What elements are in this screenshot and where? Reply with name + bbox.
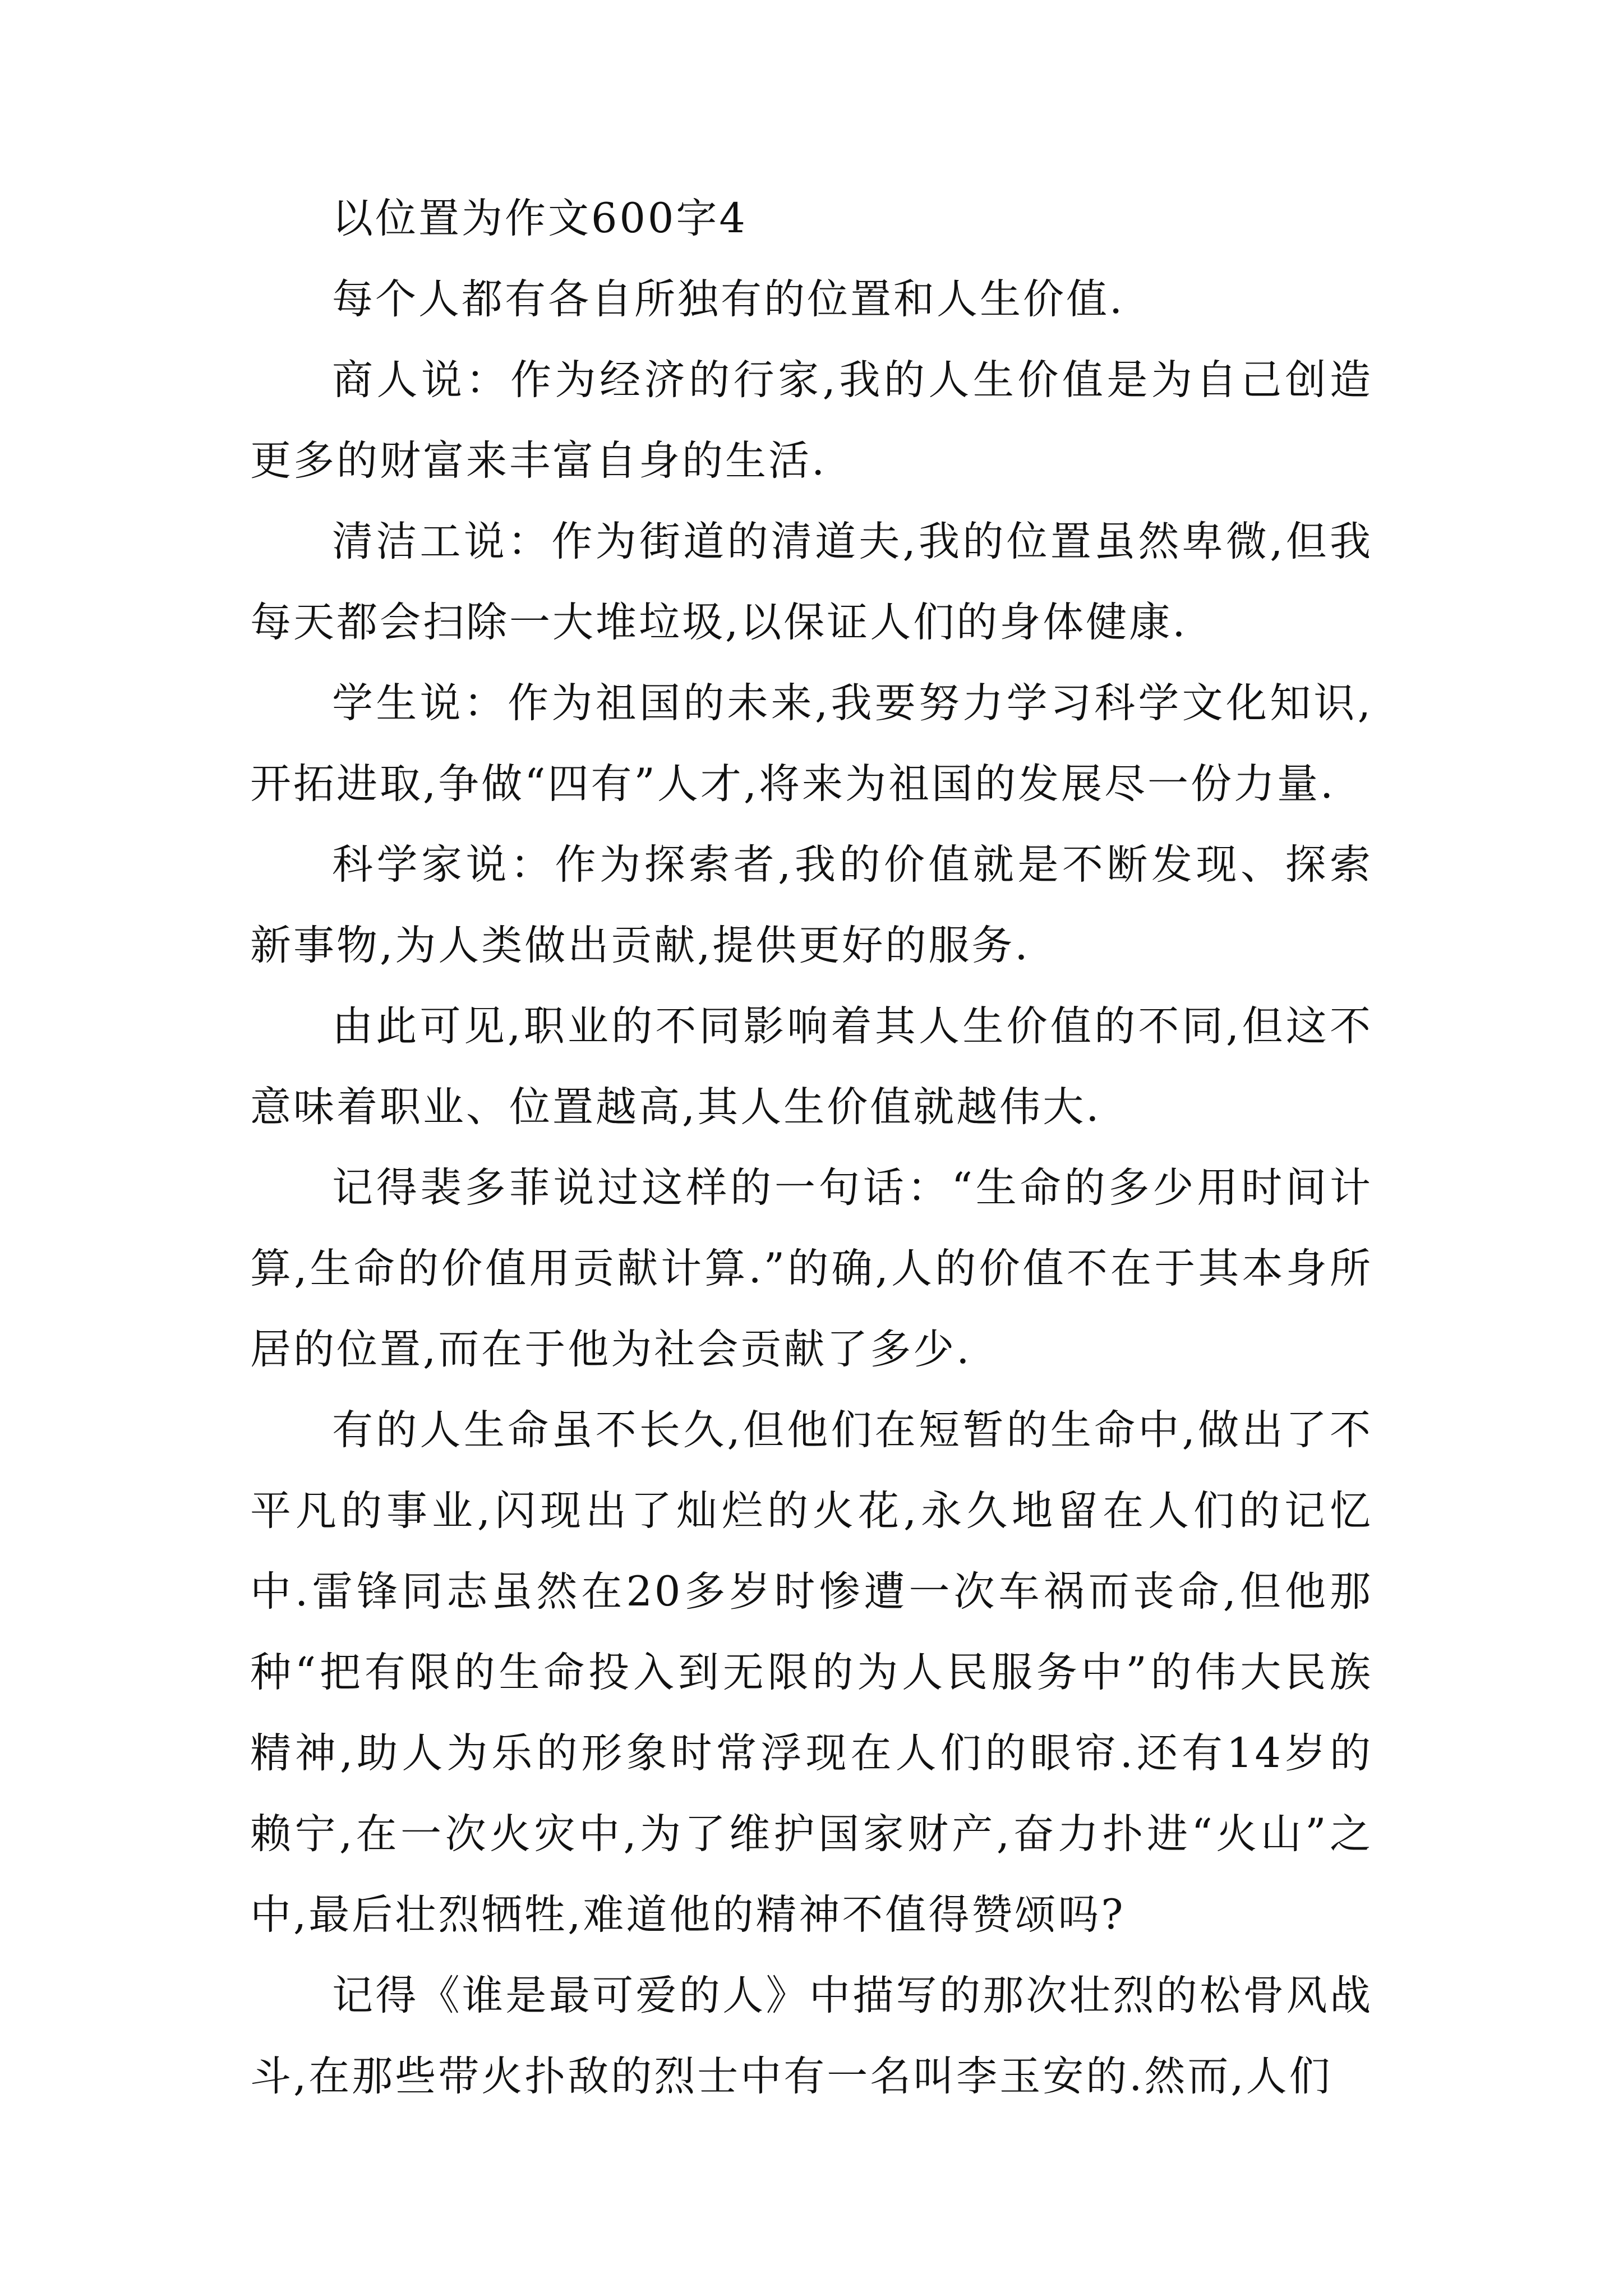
paragraph-4: 学生说：作为祖国的未来,我要努力学习科学文化知识,开拓进取,争做“四有”人才,将来为祖国的发展尽一份力量.: [250, 679, 1373, 808]
paragraph-2: 商人说：作为经济的行家,我的人生价值是为自己创造更多的财富来丰富自身的生活.: [250, 356, 1373, 485]
document-body: [250, 178, 1373, 2117]
paragraph-6: 由此可见,职业的不同影响着其人生价值的不同,但这不意味着职业、位置越高,其人生价值就越伟大.: [250, 1002, 1373, 1131]
paragraph-5: 科学家说：作为探索者,我的价值就是不断发现、探索新事物,为人类做出贡献,提供更好的服务.: [250, 841, 1373, 969]
paragraph-7: 记得裴多菲说过这样的一句话：“生命的多少用时间计算,生命的价值用贡献计算.”的确,人的价值不在于其本身所居的位置,而在于他为社会贡献了多少.: [250, 1164, 1373, 1373]
paragraph-1: 每个人都有各自所独有的位置和人生价值.: [332, 275, 1125, 323]
paragraph-9: 记得《谁是最可爱的人》中描写的那次壮烈的松骨风战斗,在那些带火扑敌的烈士中有一名叫李玉安的.然而,人们: [250, 1972, 1373, 2100]
document-title: 以位置为作文600字4: [332, 195, 748, 242]
paragraph-3: 清洁工说：作为街道的清道夫,我的位置虽然卑微,但我每天都会扫除一大堆垃圾,以保证人们的身体健康.: [250, 518, 1373, 646]
paragraph-8: 有的人生命虽不长久,但他们在短暂的生命中,做出了不平凡的事业,闪现出了灿烂的火花,永久地留在人们的记忆中.雷锋同志虽然在20多岁时惨遭一次车祸而丧命,但他那种“把有限的生命投入到无限的为人民服务中”的伟大民族精神,助人为乐的形象时常浮现在人们的眼帘.还有14岁的赖宁,在一次火灾中,为了维护国家财产,奋力扑进“火山”之中,最后壮烈牺牲,难道他的精神不值得赞颂吗?: [250, 1406, 1373, 1939]
